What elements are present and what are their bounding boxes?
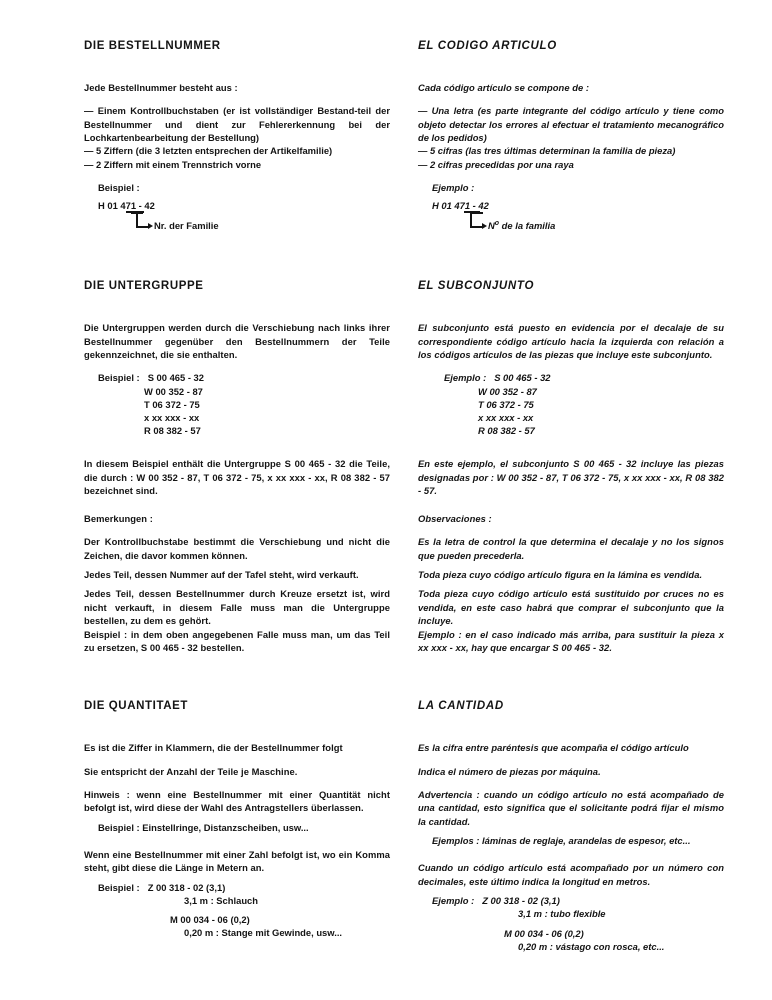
bestellnummer-callout-caption: Nr. der Familie (154, 220, 219, 232)
callout-caption-post: de la familia (499, 220, 556, 232)
cantidad-note: Advertencia : cuando un código artículo no está acompañado de una cantidad, esto significa que el solicitante podrá fijar el mismo la cantidad. (418, 788, 724, 827)
section-bestellnummer (84, 40, 390, 234)
subconjunto-note-1: Es la letra de control la que determina el decalaje y no los signos que pueden precederla. (418, 536, 724, 561)
quantitaet-length-paragraph: Wenn eine Bestellnummer mit einer Zahl befolgt ist, wo ein Komma steht, gibt diese die Länge in Metern an. (84, 848, 390, 874)
subconjunto-example-line-3: x xx xxx - xx (478, 412, 534, 424)
untergruppe-example-line-3: x xx xxx - xx (144, 412, 200, 424)
bestellnummer-bullet-2: — 5 Ziffern (die 3 letzten entsprechen der Artikelfamilie) (84, 145, 333, 157)
untergruppe-note-2: Jedes Teil, dessen Nummer auf der Tafel steht, wird verkauft. (84, 568, 359, 580)
cantidad-length-example-label: Ejemplo : (432, 895, 475, 907)
codigo-articulo-bullet-3: — 2 cifras precedidas por una raya (418, 158, 574, 170)
quantitaet-length-example-desc-2: 0,20 m : Stange mit Gewinde, usw... (184, 927, 343, 939)
family-pointer-arrow-icon (148, 223, 153, 229)
bestellnummer-bullet-1: — Einem Kontrollbuchstaben (er ist vollständiger Bestand-teil der Bestellnummer und dient zur Fehlererkennung bei der Lochkartenbearbeitung der Bestellung) (84, 105, 390, 144)
untergruppe-example-line-4: R 08 382 - 57 (144, 425, 201, 437)
quantitaet-length-example-code-2: M 00 034 - 06 (0,2) (170, 914, 250, 926)
cantidad-line-2: Indica el número de piezas por máquina. (418, 765, 601, 777)
cantidad-length-example-desc-2: 0,20 m : vástago con rosca, etc... (518, 940, 665, 952)
untergruppe-note-1: Der Kontrollbuchstabe bestimmt die Verschiebung und nicht die Zeichen, die davor kommen können. (84, 536, 390, 561)
cantidad-length-example-code-1: Z 00 318 - 02 (3,1) (482, 895, 560, 907)
untergruppe-notes-label: Bemerkungen : (84, 512, 153, 524)
cantidad-length-example-desc-1: 3,1 m : tubo flexible (518, 908, 606, 920)
section-title-codigo-articulo: EL CODIGO ARTICULO (418, 40, 557, 52)
cantidad-length-example-head (418, 894, 724, 907)
section-untergruppe (84, 280, 390, 654)
german-column (84, 40, 390, 980)
callout-caption-pre: N (488, 220, 495, 232)
untergruppe-note-3: Jedes Teil, dessen Bestellnummer durch Kreuze ersetzt ist, wird nicht verkauft, in diesem Falle muss man die Untergruppe bestellen, zu dem es gehört. (84, 588, 390, 627)
subconjunto-conclusion: En este ejemplo, el subconjunto S 00 465 - 32 incluye las piezas designadas por : W 00 352 - 87, T 06 372 - 75, x xx xxx - xx, R 08 382 - 57. (418, 458, 724, 497)
quantitaet-note-example: Beispiel : Einstellringe, Distanzscheiben, usw... (98, 821, 309, 833)
quantitaet-line-1: Es ist die Ziffer in Klammern, die der Bestellnummer folgt (84, 742, 343, 754)
codigo-articulo-example-code: H 01 471 - 42 (432, 200, 489, 212)
bestellnummer-bullet-3: — 2 Ziffern mit einem Trennstrich vorne (84, 158, 262, 170)
section-quantitaet (84, 700, 390, 939)
untergruppe-example-line-1: W 00 352 - 87 (144, 385, 203, 397)
section-title-subconjunto: EL SUBCONJUNTO (418, 280, 535, 293)
bestellnummer-example-label: Beispiel : (98, 182, 140, 194)
quantitaet-length-example-label: Beispiel : (98, 881, 140, 893)
bestellnummer-callout (84, 200, 390, 234)
subconjunto-example-code: S 00 465 - 32 (494, 372, 551, 384)
subconjunto-note-2: Toda pieza cuyo código artículo figura en la lámina es vendida. (418, 568, 703, 580)
family-pointer-cap-es (470, 212, 483, 214)
subconjunto-example-label: Ejemplo : (444, 372, 487, 384)
untergruppe-example-label: Beispiel : (98, 372, 140, 384)
subconjunto-notes-label: Observaciones : (418, 512, 492, 524)
subconjunto-example-head (418, 371, 724, 384)
codigo-articulo-example-label: Ejemplo : (432, 182, 475, 194)
section-cantidad (418, 700, 724, 953)
untergruppe-note-4: Beispiel : in dem oben angegebenen Falle muss man, um das Teil zu ersetzen, S 00 465 - 32 bestellen. (84, 628, 390, 653)
quantitaet-length-example-head (84, 881, 390, 894)
section-title-untergruppe: DIE UNTERGRUPPE (84, 280, 204, 293)
subconjunto-note-3: Toda pieza cuyo código artículo está sustituido por cruces no es vendida, en este caso habrá que comprar el subconjunto que la incluye. (418, 588, 724, 627)
spanish-column (418, 40, 724, 980)
codigo-articulo-bullet-1: — Una letra (es parte integrante del código artículo y tiene como objeto detectar los errores al efectuar el tratamiento mecanográfico de los pedidos) (418, 105, 724, 144)
codigo-articulo-callout-caption (488, 220, 555, 231)
quantitaet-line-2: Sie entspricht der Anzahl der Teile je Maschine. (84, 765, 298, 777)
subconjunto-note-4: Ejemplo : en el caso indicado más arriba, para sustituir la pieza x xx xxx - xx, hay que encargar S 00 465 - 32. (418, 628, 724, 653)
untergruppe-conclusion: In diesem Beispiel enthält die Untergruppe S 00 465 - 32 die Teile, die durch : W 00 352 - 87, T 06 372 - 75, x xx xxx - xx, R 08 382 - 57 bezeichnet sind. (84, 458, 390, 497)
section-codigo-articulo (418, 40, 724, 234)
subconjunto-example-line-4: R 08 382 - 57 (478, 425, 535, 437)
ordinal-indicator: o (494, 220, 500, 228)
section-subconjunto (418, 280, 724, 654)
family-pointer-arrow-icon-es (482, 223, 487, 229)
section-title-cantidad: LA CANTIDAD (418, 700, 504, 713)
subconjunto-paragraph: El subconjunto está puesto en evidencia por el decalaje de su correspondiente código artículo hacia la izquierda con relación a los códigos artículos de las piezas que incluye este subconjunto. (418, 322, 724, 361)
cantidad-line-1: Es la cifra entre paréntesis que acompaña el código artículo (418, 742, 689, 754)
bestellnummer-example-code: H 01 471 - 42 (98, 200, 155, 212)
subconjunto-example-line-1: W 00 352 - 87 (478, 385, 537, 397)
quantitaet-note: Hinweis : wenn eine Bestellnummer mit einer Quantität nicht befolgt ist, wird diese der Wahl des Antragstellers überlassen. (84, 788, 390, 814)
quantitaet-length-example-code-1: Z 00 318 - 02 (3,1) (147, 881, 226, 893)
quantitaet-length-example-desc-1: 3,1 m : Schlauch (184, 894, 258, 906)
section-title-bestellnummer: DIE BESTELLNUMMER (84, 40, 221, 52)
codigo-articulo-intro: Cada código artículo se compone de : (418, 81, 590, 93)
cantidad-length-paragraph: Cuando un código artículo está acompañado por un número con decimales, este último indica la longitud en metros. (418, 862, 724, 887)
untergruppe-paragraph: Die Untergruppen werden durch die Verschiebung nach links ihrer Bestellnummer gegenüber den Bestellnummern der Teile gekennzeichnet, die sie enthalten. (84, 322, 390, 361)
codigo-articulo-callout (418, 200, 724, 234)
untergruppe-example-code: S 00 465 - 32 (147, 372, 204, 384)
cantidad-note-example: Ejemplos : láminas de reglaje, arandelas de espesor, etc... (432, 835, 691, 847)
cantidad-length-example-code-2: M 00 034 - 06 (0,2) (504, 927, 584, 939)
codigo-articulo-bullet-2: — 5 cifras (las tres últimas determinan la familia de pieza) (418, 145, 676, 157)
bestellnummer-intro: Jede Bestellnummer besteht aus : (84, 81, 238, 93)
subconjunto-example-line-2: T 06 372 - 75 (478, 398, 534, 410)
section-title-quantitaet: DIE QUANTITAET (84, 700, 189, 713)
untergruppe-example-line-2: T 06 372 - 75 (144, 398, 200, 410)
untergruppe-example-head (84, 371, 390, 384)
